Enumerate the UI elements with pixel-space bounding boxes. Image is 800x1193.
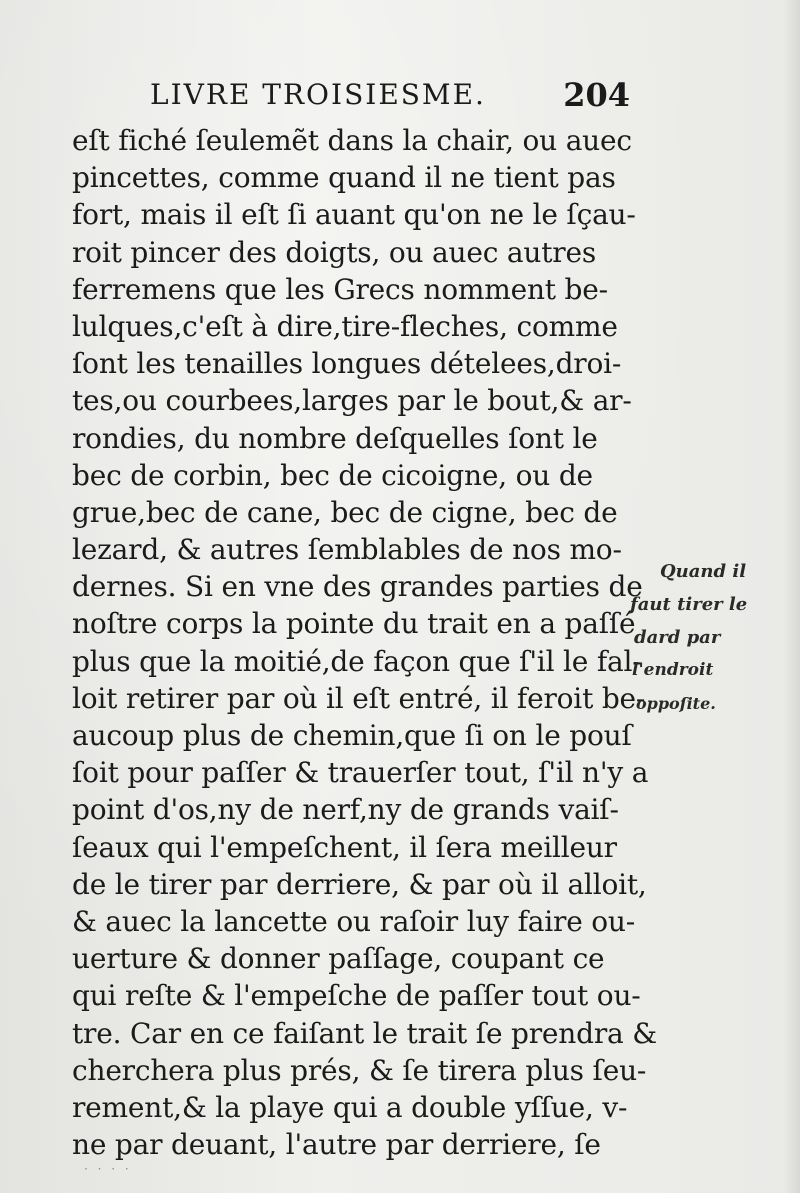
text-line: aucoup plus de chemin,que ſi on le pouſ [72, 719, 632, 752]
body-text [72, 122, 657, 1163]
text-line: point d'os,ny de nerf,ny de grands vaiſ- [72, 793, 619, 827]
text-line: qui reſte & l'empeſche de paſſer tout ou- [72, 979, 641, 1013]
text-line: rement,& la playe qui a double yſſue, v- [72, 1090, 628, 1124]
running-head: LIVRE TROISIESME. [150, 78, 486, 111]
text-line: rondies, du nombre deſquelles ſont le [72, 421, 598, 455]
text-line: pincettes, comme quand il ne tient pas [72, 161, 616, 195]
text-line: ne par deuant, l'autre par derriere, ſe [72, 1128, 601, 1162]
text-line: lulques,c'eſt à dire,tire-fleches, comme [72, 309, 618, 343]
text-line: tre. Car en ce faiſant le trait ſe prendra & [72, 1016, 657, 1050]
text-line: ſeaux qui l'empeſchent, il ſera meilleur [72, 830, 617, 864]
marginal-note-line: faut tirer le [630, 594, 748, 615]
text-line: lezard, & autres ſemblables de nos mo- [72, 533, 622, 567]
text-line: tes,ou courbees,larges par le bout,& ar- [72, 384, 632, 418]
text-line: ſoit pour paſſer & trauerſer tout, ſ'il n'y a [72, 756, 649, 790]
text-line: roit pincer des doigts, ou auec autres [72, 235, 597, 269]
page-number: 204 [563, 76, 630, 114]
text-line: de le tirer par derriere, & par où il alloit, [72, 867, 647, 901]
text-line: & auec la lancette ou raſoir luy faire ou- [72, 904, 636, 938]
marginal-note-line: Quand il [660, 561, 747, 582]
marginal-note [630, 555, 765, 720]
text-line: uerture & donner paſſage, coupant ce [72, 942, 605, 976]
text-line: ferremens que les Grecs nomment be- [72, 272, 608, 306]
page-edge-shadow [782, 0, 800, 1193]
page-bleed-through-mark: · · · · [84, 1162, 132, 1176]
text-line: bec de corbin, bec de cicoigne, ou de [72, 458, 593, 492]
text-line: cherchera plus prés, & ſe tirera plus ſeu- [72, 1053, 647, 1087]
marginal-note-line: l'endroit [632, 660, 714, 680]
text-line: dernes. Si en vne des grandes parties de [72, 570, 643, 604]
text-line: noſtre corps la pointe du trait en a paſſé [72, 607, 636, 641]
text-line: plus que la moitié,de façon que ſ'il le fal- [72, 644, 642, 678]
marginal-note-line: dard par [634, 627, 721, 648]
text-line: ſont les tenailles longues dételees,droi- [72, 347, 622, 381]
text-line: loit retirer par où il eſt entré, il feroit be- [72, 681, 646, 715]
text-line: fort, mais il eſt ſi auant qu'on ne le ſçau- [72, 198, 636, 232]
text-line: grue,bec de cane, bec de cigne, bec de [72, 495, 618, 529]
text-line: eſt fiché ſeulemẽt dans la chair, ou auec [72, 124, 632, 157]
marginal-note-line: oppoſite. [636, 694, 716, 713]
page-header [150, 78, 630, 124]
